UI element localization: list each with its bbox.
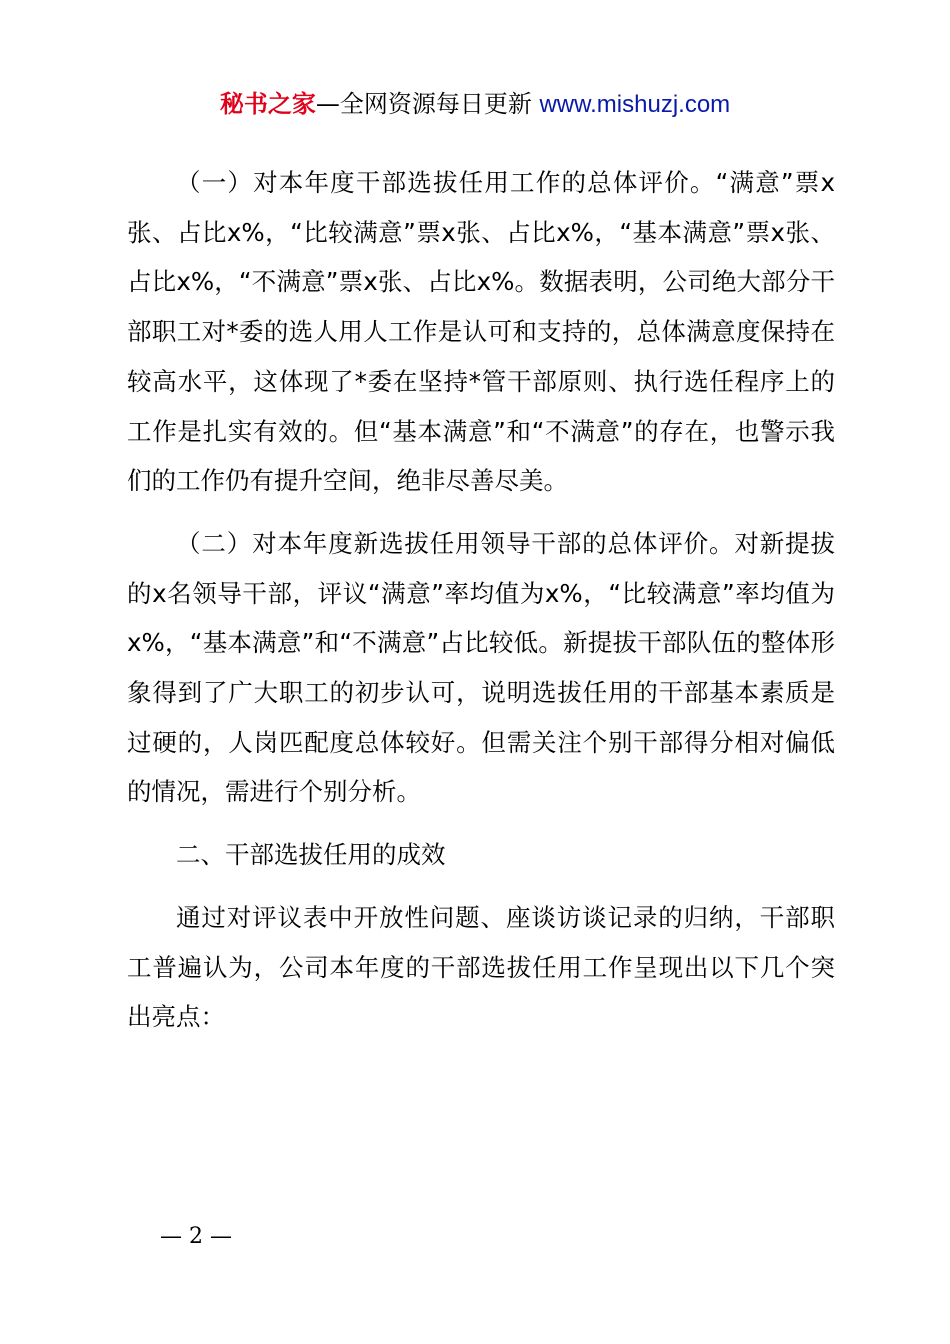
section-heading-achievements: 二、干部选拔任用的成效 <box>176 840 446 870</box>
page-number: — 2 — <box>160 1224 232 1249</box>
paragraph-highlights-intro: 通过对评议表中开放性问题、座谈访谈记录的归纳，干部职工普遍认为，公司本年度的干部选拔任用工作呈现出以下几个突出亮点： <box>127 902 835 1032</box>
paragraph-overall-evaluation: （一）对本年度干部选拔任用工作的总体评价。“满意”票x张、占比x%，“比较满意”票x张、占比x%，“基本满意”票x张、占比x%，“不满意”票x张、占比x%。数据表明，公司绝大部分干部职工对*委的选人用人工作是认可和支持的，总体满意度保持在较高水平，这体现了*委在坚持*管干部原则、执行选任程序上的工作是扎实有效的。但“基本满意”和“不满意”的存在，也警示我们的工作仍有提升空间，绝非尽善尽美。 <box>127 168 835 496</box>
site-url[interactable]: www.mishuzj.com <box>539 91 731 118</box>
paragraph-new-leaders-evaluation: （二）对本年度新选拔任用领导干部的总体评价。对新提拔的x名领导干部，评议“满意”率均值为x%，“比较满意”率均值为x%，“基本满意”和“不满意”占比较低。新提拔干部队伍的整体形象得到了广大职工的初步认可，说明选拔任用的干部基本素质是过硬的，人岗匹配度总体较好。但需关注个别干部得分相对偏低的情况，需进行个别分析。 <box>127 528 835 807</box>
brand-name: 秘书之家 <box>219 90 316 118</box>
document-body <box>127 158 835 1055</box>
header-tagline: —全网资源每日更新 <box>315 90 540 118</box>
site-header <box>0 84 950 125</box>
